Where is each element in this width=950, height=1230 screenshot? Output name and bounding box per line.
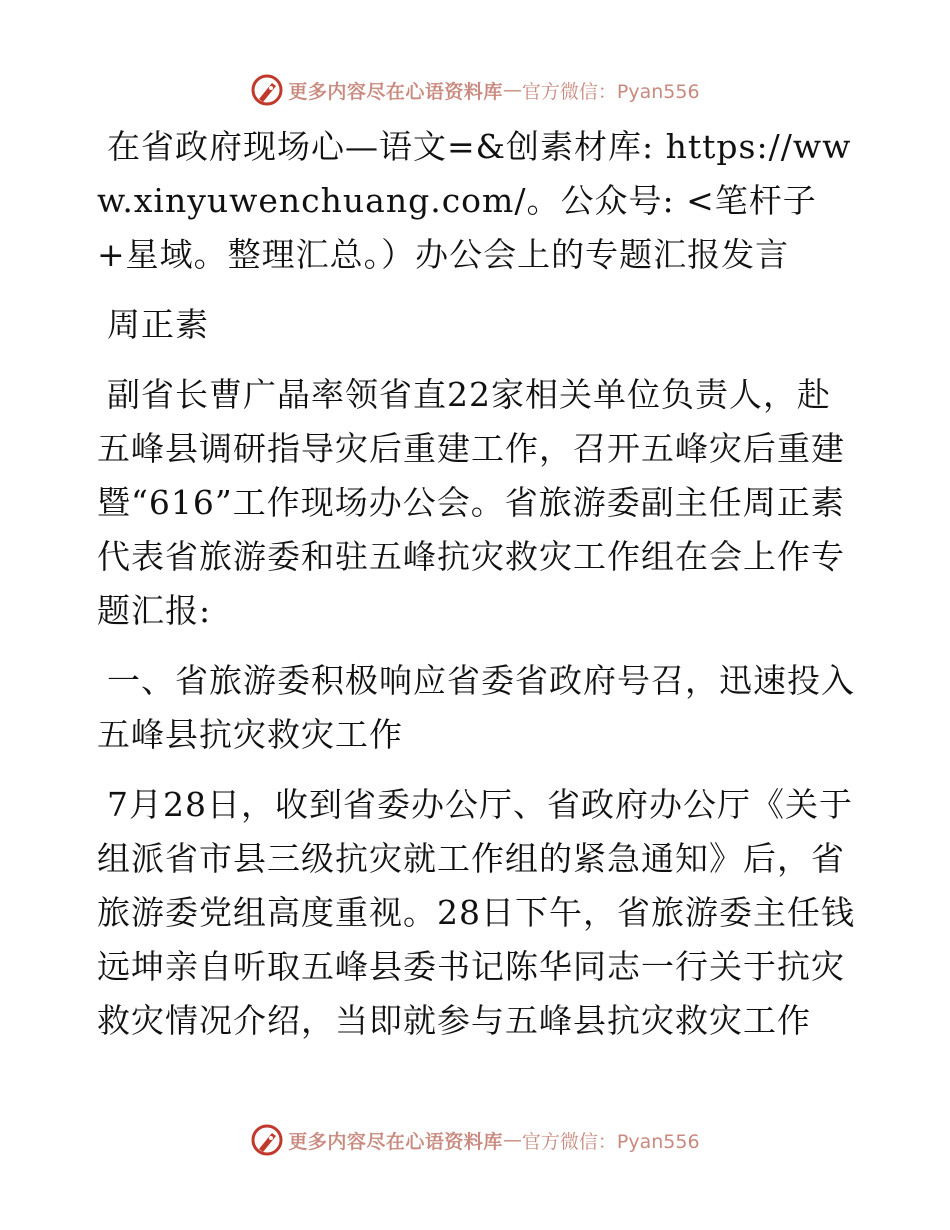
watermark-banner-top	[0, 70, 950, 110]
pen-nib-logo-icon	[250, 73, 284, 107]
section-heading-1: 一、省旅游委积极响应省委省政府号召，迅速投入五峰县抗灾救灾工作	[97, 661, 855, 754]
watermark-banner-bottom	[0, 1120, 950, 1160]
pen-nib-logo-icon	[250, 1123, 284, 1157]
watermark-text: 更多内容尽在心语资料库	[288, 1130, 503, 1153]
watermark-wechat: 官方微信：Pyan556	[521, 80, 700, 103]
document-body	[97, 120, 857, 1048]
watermark-wechat: 官方微信：Pyan556	[521, 1130, 700, 1153]
paragraph-summary: 副省长曹广晶率领省直22家相关单位负责人，赴五峰县调研指导灾后重建工作，召开五峰灾后重建暨“616”工作现场办公会。省旅游委副主任周正素代表省旅游委和驻五峰抗灾救灾工作组在会上作专题汇报:	[97, 375, 845, 630]
watermark-separator: —	[502, 79, 522, 101]
author-name: 周正素	[107, 305, 209, 344]
watermark-separator: —	[502, 1129, 522, 1151]
watermark-text: 更多内容尽在心语资料库	[288, 80, 503, 103]
paragraph-intro: 在省政府现场心—语文=&创素材库: https://www.xinyuwenchuang.com/。公众号: <笔杆子+星域。整理汇总。）办公会上的专题汇报发言	[97, 127, 852, 274]
paragraph-section-1: 7月28日，收到省委办公厅、省政府办公厅《关于组派省市县三级抗灾就工作组的紧急通知》后，省旅游委党组高度重视。28日下午，省旅游委主任钱远坤亲自听取五峰县委书记陈华同志一行关于抗灾救灾情况介绍，当即就参与五峰县抗灾救灾工作	[97, 785, 855, 1040]
